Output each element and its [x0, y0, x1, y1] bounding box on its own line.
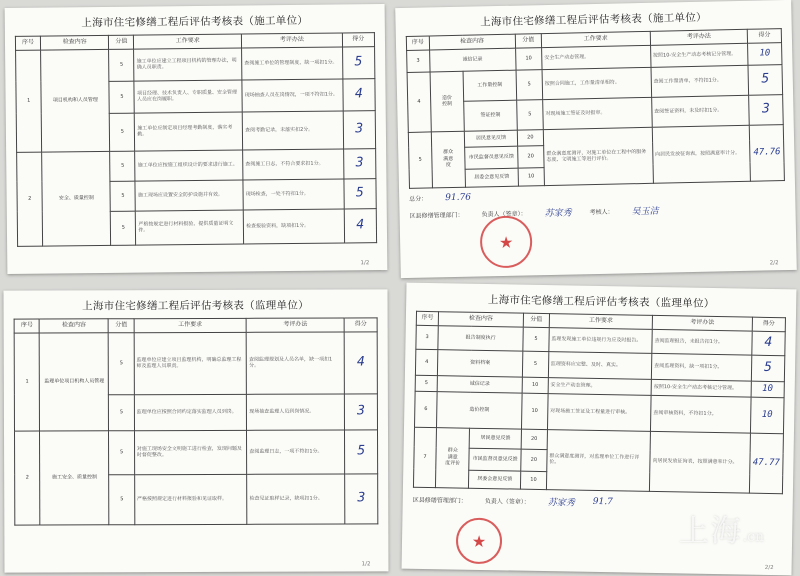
work-requirement: 监理发现施工单位违规行为应及时报告。: [549, 327, 653, 353]
assessment-method: 查阅监理报告，未报告扣1分。: [652, 329, 752, 355]
signer-label: 负责人（签章）：: [481, 209, 527, 218]
work-requirement: 监理单位应按照合同约定落实监理人员到岗。: [134, 394, 247, 430]
check-item: 造价控制: [437, 391, 522, 428]
row-number: 4: [407, 71, 431, 131]
handwritten-score: 10: [750, 397, 784, 434]
assessment-table: [15, 32, 377, 246]
group-label: 群众 满意 度: [431, 131, 466, 188]
group-label: 群众 满意 度评价: [436, 427, 470, 488]
assessment-method: 现场抽查人员在岗情况，一项不符扣1分。: [242, 78, 343, 111]
work-requirement: 项目经理、技术负责人、专职质量、安全管理人员应在岗履职。: [134, 80, 242, 113]
assessment-method: 按照10-安全生产动态考核记分管理。: [651, 379, 751, 397]
site-watermark-logo: [679, 506, 764, 550]
total-label: 总分：: [409, 195, 428, 203]
check-item: 居民意见反馈: [469, 428, 521, 449]
col-header: 工作要求: [134, 318, 247, 332]
score-value: 20: [517, 145, 544, 168]
row-number: 5: [408, 131, 432, 187]
work-requirement: 对现场施工签证及时报审。: [543, 97, 652, 129]
col-header: 分值: [515, 34, 542, 48]
sheet-title: 上海市住宅修缮工程后评估考核表（监理单位）: [82, 299, 309, 313]
handwritten-score: 47.77: [749, 433, 783, 494]
assessment-method: 查阅监理资料，缺一项扣1分。: [652, 353, 752, 381]
col-header: 序号: [416, 311, 438, 325]
score-value: 5: [516, 99, 543, 130]
sheet-supervision-page-1: [4, 289, 389, 572]
handwritten-score: 4: [344, 208, 377, 242]
col-header: 工作要求: [134, 34, 242, 49]
score-value: 20: [521, 429, 547, 449]
col-header: 检查内容: [438, 312, 523, 327]
row-number: 5: [415, 375, 437, 391]
col-header: 考评办法: [650, 29, 748, 45]
check-item: 居委会意见反馈: [469, 470, 521, 489]
score-value: 20: [521, 449, 547, 471]
handwritten-score: 3: [345, 473, 378, 523]
assessment-method: 向居民发放征询表，按照满意率计分。: [650, 431, 751, 493]
assessment-method: 检查见证取样记录，缺项扣1分。: [247, 473, 345, 523]
table-row: [16, 46, 375, 82]
table-row: [17, 148, 376, 182]
assessment-table: [413, 311, 786, 494]
score-value: 5: [523, 327, 549, 351]
sheet-title: 上海市住宅修缮工程后评估考核表（监理单位）: [487, 294, 715, 310]
reviewer-signature: 吴玉洁: [631, 206, 659, 217]
work-requirement: 监理单位应建立项目监理机构，明确总监理工程师及监理人员职责。: [134, 332, 247, 394]
col-header: 检查内容: [40, 319, 109, 333]
score-value: 10: [515, 47, 542, 70]
col-header: 分值: [108, 319, 133, 333]
score-value: 10: [518, 167, 545, 186]
work-requirement: 群众满意度测评，对监理单位工作进行评价。: [546, 429, 650, 491]
col-header: 得分: [747, 29, 781, 43]
handwritten-score: 10: [748, 42, 782, 65]
row-number: 4: [415, 349, 438, 375]
signature-row: [409, 201, 785, 222]
page-number: 2/2: [764, 564, 774, 572]
check-item: 施工安全、质量控制: [40, 430, 109, 524]
watermark-text: 上海: [678, 514, 743, 549]
handwritten-score: 5: [342, 46, 375, 78]
check-item: 项目机构和人员管理: [41, 49, 110, 152]
group-label: 造价 控制: [430, 71, 465, 132]
row-number: 2: [14, 431, 40, 525]
assessment-table: [406, 28, 785, 188]
sheet-construction-page-2: [395, 0, 797, 278]
handwritten-score: 3: [343, 110, 376, 148]
assessment-method: 按照10-安全生产动态考核记分管理。: [650, 43, 748, 67]
department-label: 区县修缮管理部门：: [412, 496, 467, 505]
page-number: 1/2: [361, 561, 371, 568]
col-header: 得分: [342, 33, 374, 47]
col-header: 分值: [523, 313, 549, 327]
official-seal-icon: ★: [456, 518, 503, 565]
score-value: 10: [520, 471, 546, 489]
row-number: 1: [16, 50, 42, 152]
department-label: 区县修缮管理部门：: [409, 211, 464, 220]
table-row: [14, 429, 377, 474]
score-value: 5: [109, 49, 134, 81]
handwritten-score: 4: [344, 331, 377, 393]
handwritten-score: 4: [343, 78, 376, 110]
col-header: 检查内容: [429, 34, 516, 49]
score-value: 5: [516, 69, 543, 100]
col-header: 检查内容: [41, 35, 109, 49]
check-item: 报告制度执行: [438, 325, 523, 350]
total-score: 91.7: [592, 496, 613, 508]
check-item: 监理单位项目机构人员管理: [40, 332, 109, 430]
handwritten-score: 5: [344, 178, 377, 208]
official-seal-icon: ★: [480, 215, 533, 268]
work-requirement: 安全生产动态管理。: [548, 377, 652, 395]
work-requirement: 按照合同施工，工作量清单相符。: [542, 67, 651, 99]
score-value: 5: [111, 211, 136, 245]
row-number: 3: [407, 49, 430, 71]
assessment-method: 查阅签证资料，未及时扣1分。: [651, 95, 749, 127]
col-header: 考评办法: [246, 318, 344, 332]
table-header-row: [14, 318, 377, 333]
col-header: 序号: [406, 36, 429, 50]
score-value: 20: [517, 129, 544, 146]
handwritten-score: 5: [345, 429, 378, 473]
col-header: 序号: [15, 36, 40, 50]
work-requirement: 安全生产动态管理。: [542, 45, 651, 69]
score-value: 5: [109, 394, 135, 430]
page-number: 1/2: [360, 260, 370, 267]
check-item: 居委会意见反馈: [465, 168, 518, 187]
col-header: 考评办法: [652, 315, 752, 330]
score-value: 5: [109, 474, 135, 524]
work-requirement: 群众满意度测评，对施工单位在工程中的服务态度、文明施工等进行评价。: [543, 127, 653, 185]
col-header: 得分: [344, 318, 377, 332]
work-requirement: 施工单位应按施工组织设计的要求进行施工。: [135, 150, 243, 181]
assessment-method: 查阅工作量清单，不符扣1分。: [651, 65, 749, 97]
assessment-method: 向居民发放征询表，按照满意率计分。: [652, 125, 751, 183]
check-item: 市民监督员意见反馈: [469, 448, 521, 471]
col-header: 工作要求: [549, 314, 653, 329]
work-requirement: 监理资料应完整、及时、真实。: [548, 351, 652, 379]
col-header: 工作要求: [541, 31, 650, 47]
check-item: 居民意见反馈: [465, 130, 518, 147]
check-item: 诚信记录: [437, 375, 522, 392]
check-item: 资料档案: [438, 349, 523, 376]
handwritten-score: 3: [345, 393, 378, 429]
col-header: 分值: [109, 35, 134, 49]
assessment-method: 查阅审核资料，不符扣1分。: [651, 395, 751, 433]
assessment-method: 现场检查，一处不符扣1分。: [243, 178, 344, 209]
score-value: 5: [109, 430, 135, 474]
handwritten-score: 47.76: [749, 124, 784, 181]
table-row: [14, 331, 377, 394]
sheet-title: 上海市住宅修缮工程后评估考核表（施工单位）: [81, 14, 309, 30]
check-item: 签证控制: [464, 100, 517, 131]
score-value: 5: [109, 332, 135, 394]
score-value: 10: [522, 377, 548, 393]
handwritten-score: 5: [748, 64, 782, 95]
check-item: 工作量控制: [463, 70, 516, 101]
col-header: 序号: [14, 319, 39, 333]
signer-signature: 苏家秀: [544, 208, 572, 219]
row-number: 6: [415, 391, 438, 427]
work-requirement: 对现场施工签证及工程量进行审核。: [547, 393, 651, 431]
col-header: 考评办法: [242, 33, 343, 48]
work-requirement: 施工单位应建立工程项目机构的管理办法，明确人员职责。: [134, 48, 242, 81]
assessment-method: 现场抽查监理人员到岗情况。: [247, 393, 345, 429]
handwritten-score: 3: [343, 148, 376, 178]
reviewer-label: 考核人：: [589, 208, 614, 216]
row-number: 1: [14, 333, 40, 431]
assessment-method: 查阅监理日志，一项不符扣1分。: [247, 429, 345, 473]
check-item: 安全、质量控制: [42, 151, 111, 246]
signer-label: 负责人（签章）：: [484, 497, 530, 506]
assessment-method: 检查报验资料，缺项扣1分。: [243, 208, 344, 243]
row-number: 3: [416, 325, 439, 349]
work-requirement: 严格按规定进行材料报验，提供质量证明文件。: [136, 210, 244, 245]
col-header: 得分: [752, 317, 785, 331]
handwritten-score: 5: [751, 355, 785, 382]
assessment-method: 查阅施工单位的管理制度，缺一项扣1分。: [242, 46, 343, 79]
score-value: 10: [521, 393, 547, 429]
assessment-method: 查阅考勤记录，未落实扣2分。: [242, 110, 343, 149]
score-value: 5: [110, 113, 136, 151]
assessment-method: 查阅施工日志，不符合要求扣1分。: [243, 148, 344, 179]
assessment-method: 查阅监理规划及人员名单，缺一项扣1分。: [246, 331, 344, 393]
check-item: 市民监督员意见反馈: [465, 146, 518, 169]
work-requirement: 对施工现场安全文明施工进行检查，发现问题及时督促整改。: [134, 430, 247, 474]
handwritten-score: 10: [751, 381, 785, 398]
signer-signature: 苏家秀: [547, 497, 575, 509]
total-score: 91.76: [445, 192, 472, 203]
watermark-suffix: .cn: [742, 529, 764, 545]
assessment-table: [14, 317, 379, 525]
work-requirement: 施工单位应制定项目经理考勤制度，落实考勤。: [135, 112, 243, 151]
page-number: 2/2: [769, 260, 779, 267]
score-value: 5: [110, 181, 135, 211]
score-value: 5: [522, 351, 548, 377]
row-number: 2: [17, 152, 43, 246]
sheet-title: 上海市住宅修缮工程后评估考核表（施工单位）: [480, 11, 708, 29]
score-value: 5: [110, 151, 135, 181]
handwritten-score: 3: [749, 94, 783, 125]
work-requirement: 施工现场应设置安全防护设施并有效。: [135, 180, 243, 211]
row-number: 7: [413, 427, 436, 487]
check-item: 诚信记录: [429, 48, 516, 72]
handwritten-score: 4: [752, 331, 786, 356]
sheet-construction-page-1: [5, 4, 388, 274]
score-value: 5: [109, 81, 134, 113]
work-requirement: 严格按照规定进行材料报验和见证取样。: [134, 474, 247, 524]
